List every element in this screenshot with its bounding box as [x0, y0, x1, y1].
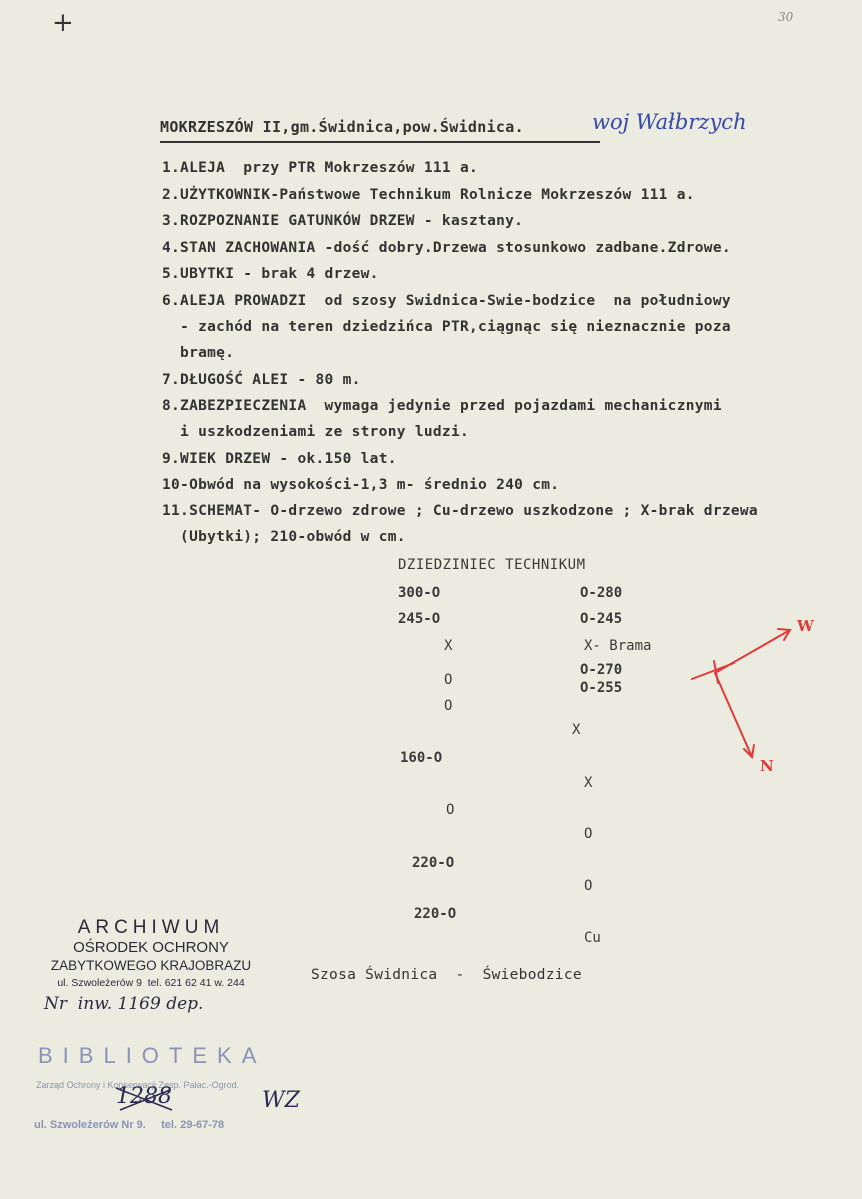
compass-n-label: N	[760, 757, 774, 775]
schema-left-9: 220-O	[414, 906, 457, 922]
item-7: 7.DŁUGOŚĆ ALEI - 80 m.	[162, 372, 361, 388]
item-11-line-2: (Ubytki); 210-obwód w cm.	[162, 529, 406, 545]
item-10: 10-Obwód na wysokości-1,3 m- średnio 240 cm.	[162, 477, 560, 493]
archive-stamp-title: ARCHIWUM	[77, 917, 225, 938]
schema-left-4: O	[444, 672, 453, 688]
item-1: 1.ALEJA przy PTR Mokrzeszów 111 a.	[162, 160, 479, 176]
compass-north-arrow-line	[715, 673, 752, 757]
item-8-line-2: i uszkodzeniami ze strony ludzi.	[162, 424, 470, 440]
library-stamp-line-2: Zarząd Ochrony i Konserwacji Zesp. Pałac.-Ogrod.	[36, 1080, 240, 1090]
item-11-line-1: 11.SCHEMAT- O-drzewo zdrowe ; Cu-drzewo uszkodzone ; X-brak drzewa	[162, 503, 758, 519]
strike-through-mark	[112, 1084, 182, 1114]
schema-right-8: O	[584, 826, 593, 842]
handwritten-voivodeship-note: woj Wałbrzych	[592, 110, 747, 134]
schema-right-2: O-245	[580, 611, 623, 627]
archive-inventory-number: Nr inw. 1169 dep.	[44, 994, 204, 1014]
schema-left-2: 245-O	[398, 611, 441, 627]
schema-left-8: 220-O	[412, 855, 455, 871]
heading-underline	[160, 141, 600, 143]
document-heading: MOKRZESZÓW II,gm.Świdnica,pow.Świdnica.	[160, 118, 524, 136]
page-number: 30	[778, 10, 794, 24]
item-6-line-1: 6.ALEJA PROWADZI od szosy Swidnica-Swie-bodzice na południowy	[162, 293, 731, 309]
schema-right-5: O-255	[580, 680, 623, 696]
compass-cross-tick	[692, 663, 734, 679]
schema-right-7: X	[584, 775, 593, 791]
library-stamp-line-3: ul. Szwoleżerów Nr 9. tel. 29-67-78	[34, 1119, 225, 1131]
schema-right-6: X	[572, 722, 581, 738]
schema-left-1: 300-O	[398, 585, 441, 601]
compass-w-label: W	[797, 617, 814, 635]
item-5: 5.UBYTKI - brak 4 drzew.	[162, 266, 379, 282]
item-6-line-2: - zachód na teren dziedzińca PTR,ciągnąc się nieznacznie poza	[162, 319, 731, 335]
library-stamp-title: BIBLIOTEKA	[38, 1043, 267, 1068]
item-2: 2.UŻYTKOWNIK-Państwowe Technikum Rolnicze Mokrzeszów 111 a.	[162, 187, 695, 203]
archive-stamp-line-2: OŚRODEK OCHRONY	[73, 939, 229, 956]
item-4: 4.STAN ZACHOWANIA -dość dobry.Drzewa stosunkowo zadbane.Zdrowe.	[162, 240, 731, 256]
schema-left-6: 160-O	[400, 750, 443, 766]
item-3: 3.ROZPOZNANIE GATUNKÓW DRZEW - kasztany.	[162, 213, 524, 229]
schema-left-3: X	[444, 638, 453, 654]
schema-left-7: O	[446, 802, 455, 818]
schema-right-1: O-280	[580, 585, 623, 601]
schema-left-5: O	[444, 698, 453, 714]
compass-arrows	[690, 615, 820, 785]
schema-right-10: Cu	[584, 930, 601, 946]
library-handwritten-number: 1288	[116, 1084, 172, 1109]
schema-right-9: O	[584, 878, 593, 894]
road-label: Szosa Świdnica - Świebodzice	[311, 967, 582, 983]
archive-stamp-line-3: ZABYTKOWEGO KRAJOBRAZU	[50, 958, 252, 973]
plus-mark: +	[52, 8, 74, 38]
schema-title: DZIEDZINIEC TECHNIKUM	[398, 557, 586, 573]
schema-right-4: O-270	[580, 662, 623, 678]
item-9: 9.WIEK DRZEW - ok.150 lat.	[162, 451, 397, 467]
archive-stamp-line-4: ul. Szwoleżerów 9 tel. 621 62 41 w. 244	[57, 977, 245, 989]
item-8-line-1: 8.ZABEZPIECZENIA wymaga jedynie przed pojazdami mechanicznymi	[162, 398, 722, 414]
schema-right-3: X- Brama	[584, 638, 652, 654]
item-6-line-3: bramę.	[162, 345, 235, 361]
handwritten-initials: WZ	[262, 1088, 300, 1113]
